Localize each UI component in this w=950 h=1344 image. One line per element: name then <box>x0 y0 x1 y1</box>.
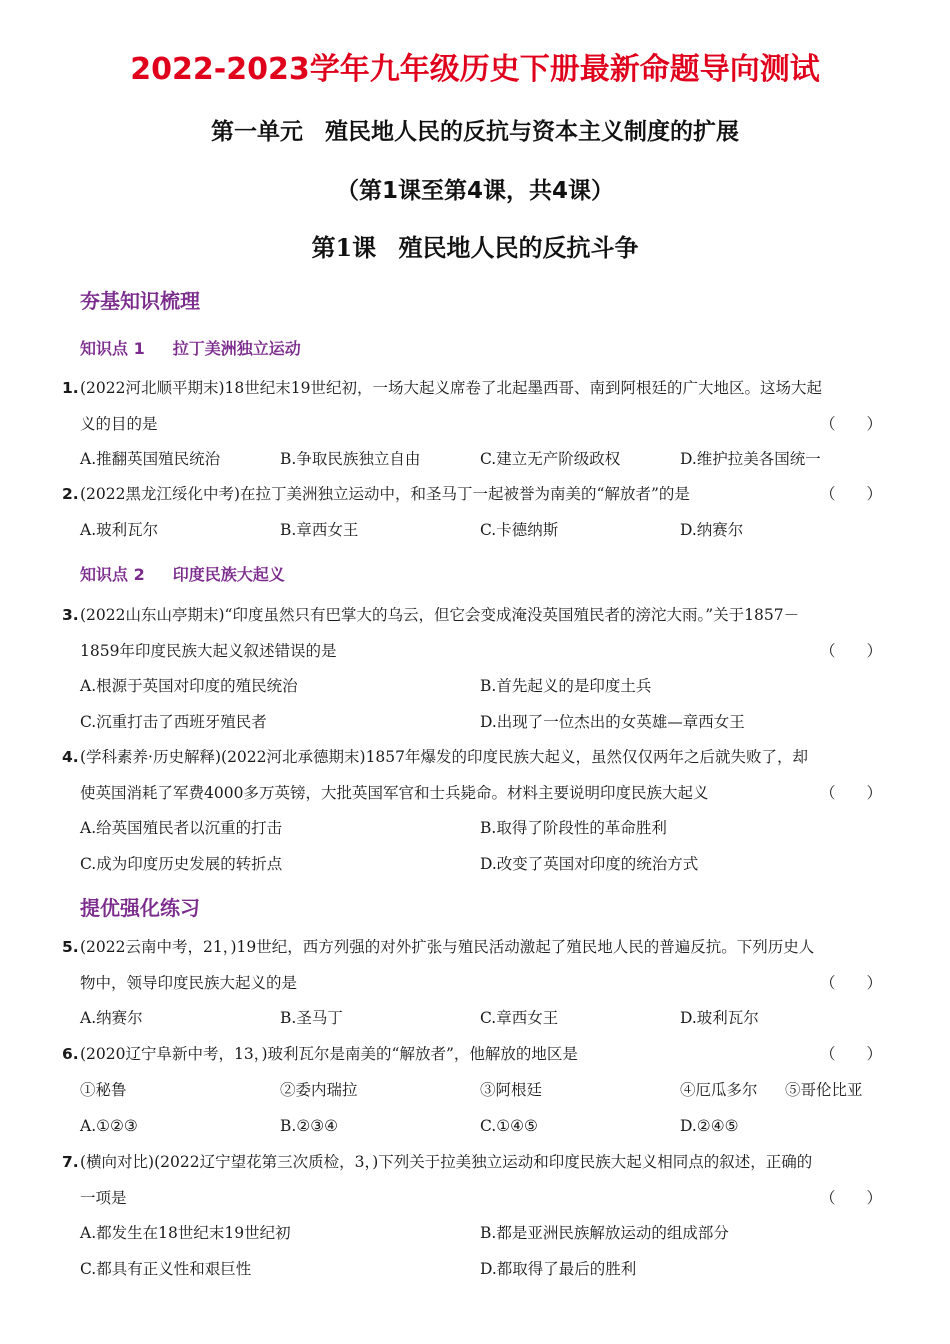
option-a[interactable]: A.都发生在18世纪末19世纪初 <box>80 1224 291 1242</box>
knowledge-point-label: 知识点 2 <box>80 565 145 584</box>
unit-title: 第一单元 殖民地人民的反抗与资本主义制度的扩展 <box>210 119 739 145</box>
option-b[interactable]: B.都是亚洲民族解放运动的组成部分 <box>480 1224 729 1242</box>
question-text: (横向对比)(2022辽宁望花第三次质检，3，)下列关于拉美独立运动和印度民族大起义相同点的叙述，正确的 <box>80 1153 813 1171</box>
question-1-options <box>80 442 880 478</box>
option-c[interactable]: C.都具有正义性和艰巨性 <box>80 1259 252 1278</box>
option-a[interactable]: A.根源于英国对印度的殖民统治 <box>80 677 298 695</box>
question-number: 6. <box>62 1045 79 1063</box>
question-text: (2020辽宁阜新中考，13，)玻利瓦尔是南美的“解放者”，他解放的地区是 <box>80 1045 578 1063</box>
question-text: 义的目的是 <box>80 414 158 433</box>
question-6-options <box>80 1109 880 1145</box>
question-text: 一项是 <box>80 1188 127 1207</box>
option-c[interactable]: C.章西女王 <box>480 1009 559 1027</box>
option-b[interactable]: B.章西女王 <box>280 521 359 539</box>
option-b[interactable]: B.取得了阶段性的革命胜利 <box>480 819 667 837</box>
knowledge-point-name: 印度民族大起义 <box>172 565 285 584</box>
question-1 <box>62 371 882 442</box>
answer-blank[interactable]: （ ） <box>819 485 882 503</box>
question-text: 1859年印度民族大起义叙述错误的是 <box>80 641 337 660</box>
question-text: (2022黑龙江绥化中考)在拉丁美洲独立运动中，和圣马丁一起被誉为南美的“解放者”的是 <box>80 485 690 503</box>
option-d[interactable]: D.改变了英国对印度的统治方式 <box>480 854 699 873</box>
unit-range: （第1课至第4课，共4课） <box>335 178 614 204</box>
question-number: 5. <box>62 938 79 956</box>
question-text: (学科素养·历史解释)(2022河北承德期末)1857年爆发的印度民族大起义，虽然仅仅两年之后就失败了，却 <box>80 748 809 766</box>
option-b[interactable]: B.首先起义的是印度土兵 <box>480 677 652 695</box>
option-c[interactable]: C.沉重打击了西班牙殖民者 <box>80 712 267 731</box>
question-number: 2. <box>62 485 79 503</box>
knowledge-point-1 <box>80 336 301 359</box>
option-d[interactable]: D.出现了一位杰出的女英雄—章西女王 <box>480 712 745 731</box>
option-b[interactable]: B.争取民族独立自由 <box>280 450 421 468</box>
item-3: ③阿根廷 <box>480 1081 543 1099</box>
option-d[interactable]: D.纳赛尔 <box>680 521 744 539</box>
knowledge-point-2 <box>80 562 285 585</box>
item-1: ①秘鲁 <box>80 1081 127 1099</box>
question-4 <box>62 740 882 811</box>
option-c[interactable]: C.①④⑤ <box>480 1117 538 1135</box>
main-title: 2022-2023学年九年级历史下册最新命题导向测试 <box>130 52 820 87</box>
section-advanced-heading: 提优强化练习 <box>80 896 200 920</box>
option-c[interactable]: C.卡德纳斯 <box>480 521 559 539</box>
question-2 <box>62 477 882 513</box>
option-a[interactable]: A.给英国殖民者以沉重的打击 <box>80 819 283 837</box>
item-4: ④厄瓜多尔 <box>680 1081 758 1099</box>
answer-blank[interactable]: （ ） <box>819 1188 882 1207</box>
option-d[interactable]: D.维护拉美各国统一 <box>680 450 821 468</box>
question-7-options <box>80 1216 880 1287</box>
question-text: (2022云南中考，21，)19世纪，西方列强的对外扩张与殖民活动激起了殖民地人民的普遍反抗。下列历史人 <box>80 938 815 956</box>
section-basic-heading: 夯基知识梳理 <box>80 289 200 313</box>
question-number: 3. <box>62 606 79 624</box>
item-2: ②委内瑞拉 <box>280 1081 358 1099</box>
question-3 <box>62 598 882 669</box>
question-5-options <box>80 1001 880 1037</box>
question-5 <box>62 930 882 1001</box>
question-7 <box>62 1145 882 1216</box>
question-6-items <box>80 1073 880 1109</box>
option-a[interactable]: A.纳赛尔 <box>80 1009 143 1027</box>
option-a[interactable]: A.推翻英国殖民统治 <box>80 450 221 468</box>
answer-blank[interactable]: （ ） <box>819 414 882 433</box>
option-b[interactable]: B.圣马丁 <box>280 1009 343 1027</box>
question-number: 1. <box>62 379 79 397</box>
option-a[interactable]: A.玻利瓦尔 <box>80 521 159 539</box>
question-number: 4. <box>62 748 79 766</box>
option-d[interactable]: D.玻利瓦尔 <box>680 1009 759 1027</box>
question-2-options <box>80 513 880 549</box>
answer-blank[interactable]: （ ） <box>819 1045 882 1063</box>
answer-blank[interactable]: （ ） <box>819 783 882 802</box>
option-c[interactable]: C.建立无产阶级政权 <box>480 450 621 468</box>
knowledge-point-label: 知识点 1 <box>80 339 145 358</box>
option-c[interactable]: C.成为印度历史发展的转折点 <box>80 854 283 873</box>
question-text: (2022河北顺平期末)18世纪末19世纪初，一场大起义席卷了北起墨西哥、南到阿根廷的广大地区。这场大起 <box>80 379 822 397</box>
lesson-title: 第1课 殖民地人民的反抗斗争 <box>311 233 639 262</box>
question-3-options <box>80 669 880 740</box>
question-text: 使英国消耗了军费4000多万英镑，大批英国军官和士兵毙命。材料主要说明印度民族大起义 <box>80 783 709 802</box>
item-5: ⑤哥伦比亚 <box>785 1081 863 1099</box>
question-4-options <box>80 811 880 882</box>
question-text: 物中，领导印度民族大起义的是 <box>80 973 298 992</box>
question-number: 7. <box>62 1153 79 1171</box>
option-a[interactable]: A.①②③ <box>80 1117 138 1135</box>
option-b[interactable]: B.②③④ <box>280 1117 339 1135</box>
answer-blank[interactable]: （ ） <box>819 641 882 660</box>
option-d[interactable]: D.都取得了最后的胜利 <box>480 1259 637 1278</box>
answer-blank[interactable]: （ ） <box>819 973 882 992</box>
question-text: (2022山东山亭期末)“印度虽然只有巴掌大的乌云，但它会变成淹没英国殖民者的滂沱大雨。”关于1857－ <box>80 606 800 624</box>
question-6 <box>62 1037 882 1073</box>
knowledge-point-name: 拉丁美洲独立运动 <box>172 339 301 358</box>
option-d[interactable]: D.②④⑤ <box>680 1117 739 1135</box>
